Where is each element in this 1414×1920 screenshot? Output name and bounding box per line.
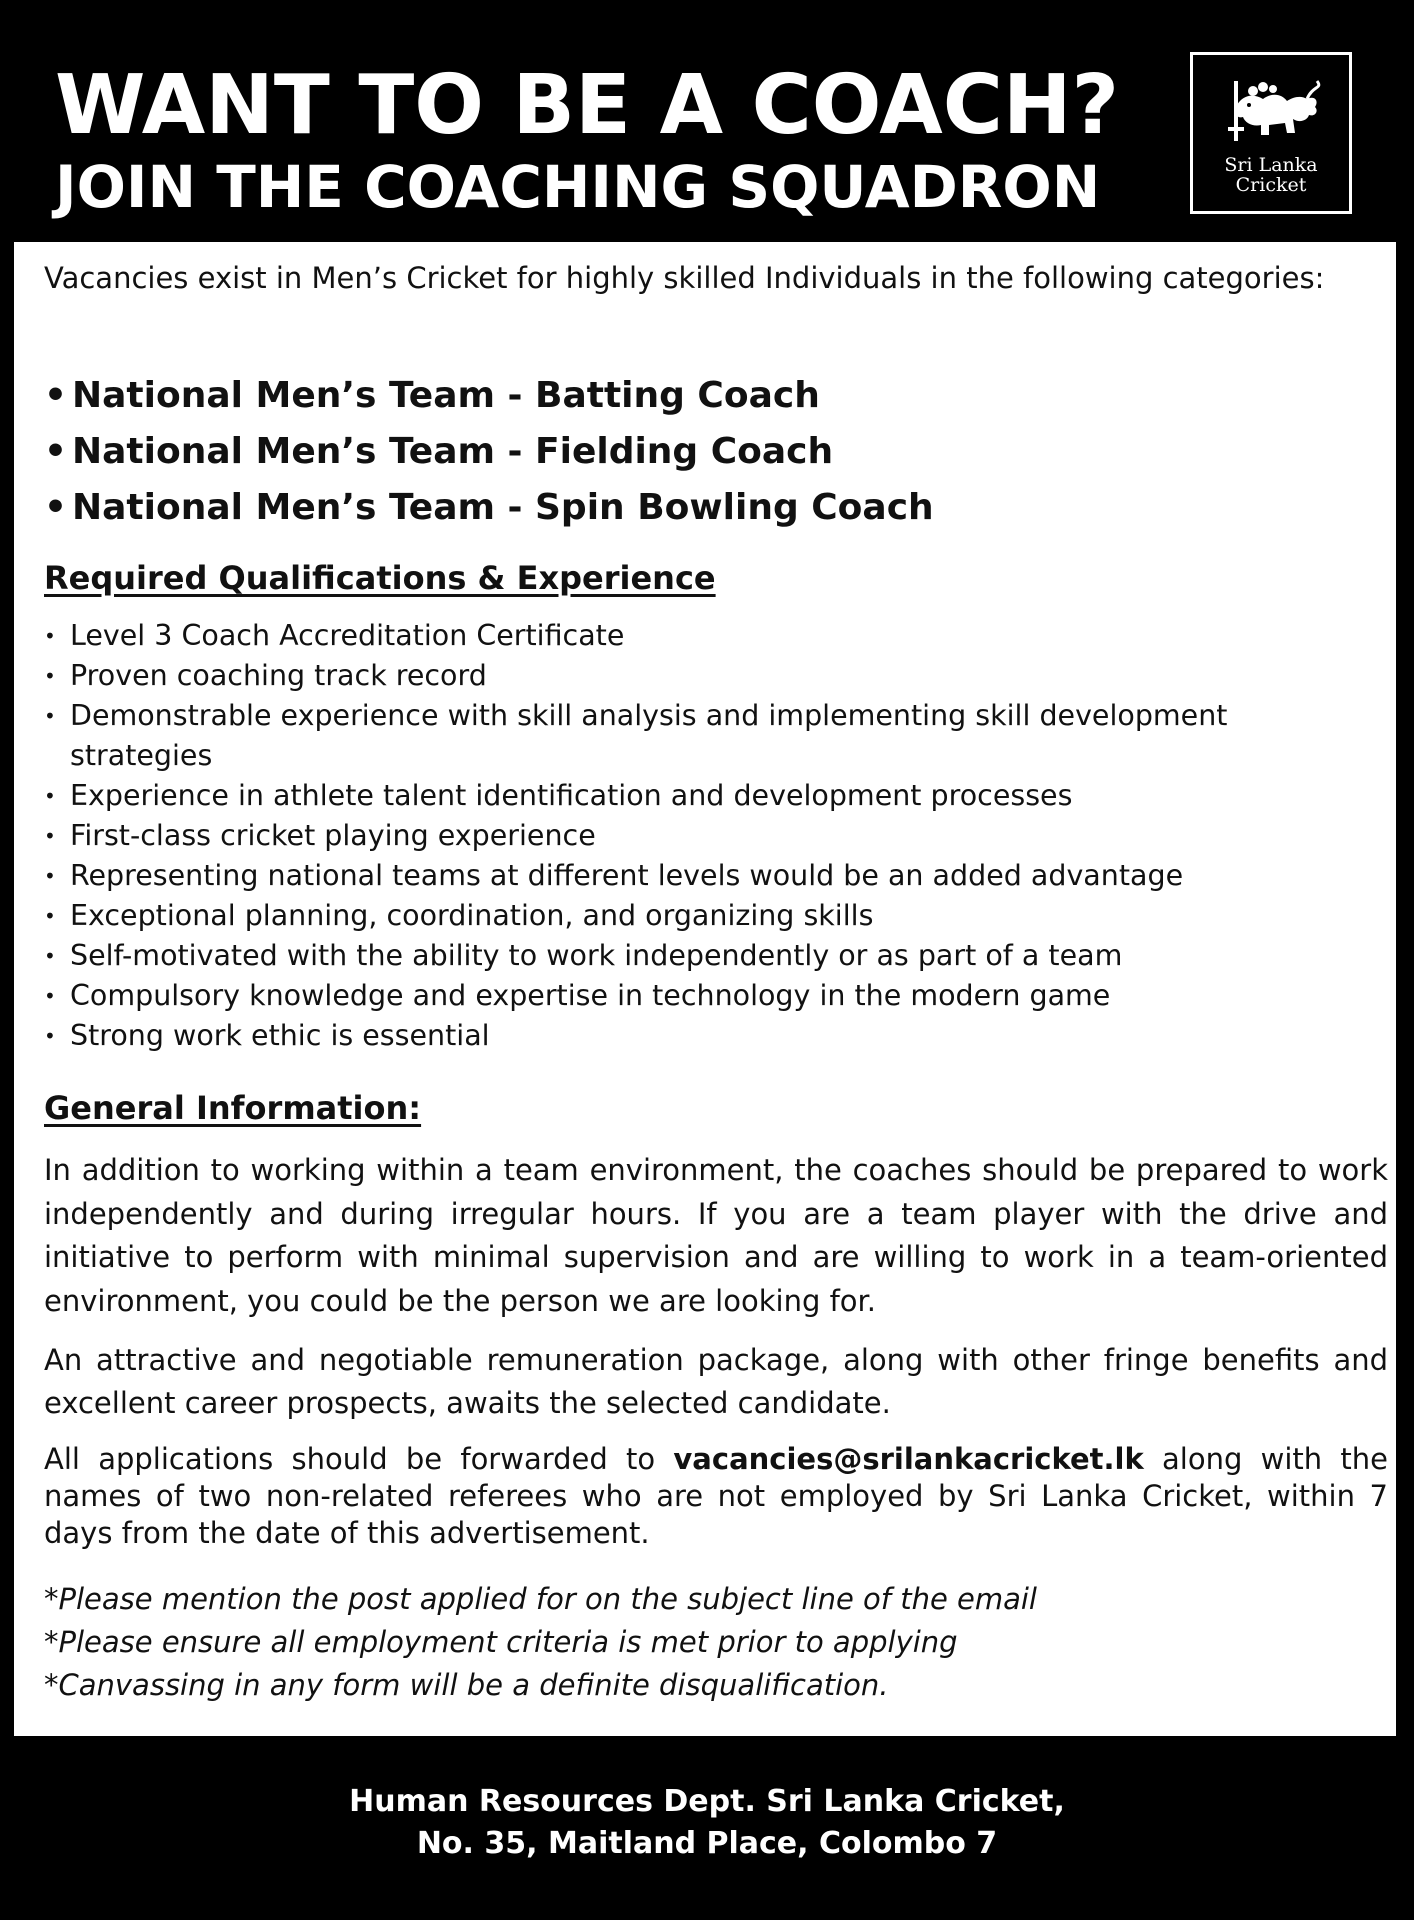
bullet: • [44, 824, 56, 848]
note-line: *Please mention the post applied for on the subject line of the email [44, 1582, 1037, 1616]
sri-lanka-cricket-logo [1190, 52, 1352, 214]
bullet: • [44, 904, 56, 928]
qualifications-list [44, 616, 1364, 1056]
application-text-after: along with the names of two non-related referees who are not employed by Sri Lanka Cricket, within 7 days from the date of this advertisement. [44, 1442, 1388, 1550]
qualification-text: Representing national teams at different levels would be an added advantage [70, 859, 1184, 892]
qualifications-heading: Required Qualifications & Experience [44, 559, 716, 597]
bullet: • [44, 864, 56, 888]
advert-body [14, 242, 1396, 1736]
bullet: • [44, 704, 56, 728]
qualification-item [44, 936, 1364, 976]
bullet: • [44, 944, 56, 968]
position-item [44, 424, 1364, 480]
notes-block [44, 1578, 1384, 1707]
bullet: • [44, 664, 56, 688]
application-paragraph [44, 1441, 1388, 1552]
qualification-item [44, 776, 1364, 816]
qualification-item [44, 816, 1364, 856]
footer-line-1: Human Resources Dept. Sri Lanka Cricket, [349, 1784, 1065, 1819]
footer-line-2: No. 35, Maitland Place, Colombo 7 [416, 1826, 998, 1861]
bullet: • [44, 487, 68, 528]
qualification-item [44, 896, 1364, 936]
position-item [44, 480, 1364, 536]
position-item [44, 368, 1364, 424]
header-banner [0, 0, 1414, 240]
bullet: • [44, 1024, 56, 1048]
qualification-item [44, 696, 1364, 776]
bullet: • [44, 784, 56, 808]
headline: WANT TO BE A COACH? [55, 58, 1120, 153]
logo-text-sri-lanka: Sri Lanka [1224, 154, 1318, 176]
qualification-text: First-class cricket playing experience [70, 819, 596, 852]
position-label: National Men’s Team - Batting Coach [72, 375, 820, 416]
footer-address [0, 1736, 1414, 1920]
qualification-text: Self-motivated with the ability to work independently or as part of a team [70, 939, 1123, 972]
qualification-item [44, 656, 1364, 696]
application-email[interactable]: vacancies@srilankacricket.lk [673, 1442, 1144, 1476]
qualification-text: Demonstrable experience with skill analysis and implementing skill development strategies [70, 699, 1228, 772]
note-line: *Canvassing in any form will be a definite disqualification. [44, 1668, 889, 1702]
logo-text-cricket: Cricket [1235, 174, 1307, 196]
position-label: National Men’s Team - Fielding Coach [72, 431, 834, 472]
qualification-text: Experience in athlete talent identification and development processes [70, 779, 1073, 812]
bullet: • [44, 624, 56, 648]
position-list [44, 368, 1364, 536]
general-paragraph-2: An attractive and negotiable remuneration package, along with other fringe benefits and excellent career prospects, awaits the selected candidate. [44, 1343, 1388, 1420]
general-information-heading: General Information: [44, 1089, 422, 1127]
position-label: National Men’s Team - Spin Bowling Coach [72, 487, 934, 528]
qualification-text: Strong work ethic is essential [70, 1019, 490, 1052]
qualification-item [44, 856, 1364, 896]
note-line: *Please ensure all employment criteria is met prior to applying [44, 1625, 958, 1659]
qualification-item [44, 616, 1364, 656]
subheadline: JOIN THE COACHING SQUADRON [55, 153, 1101, 221]
qualification-text: Exceptional planning, coordination, and organizing skills [70, 899, 874, 932]
intro-text: Vacancies exist in Men’s Cricket for highly skilled Individuals in the following categories: [44, 261, 1325, 295]
qualification-text: Compulsory knowledge and expertise in technology in the modern game [70, 979, 1111, 1012]
qualification-item [44, 1016, 1364, 1056]
qualification-item [44, 976, 1364, 1016]
application-text-before: All applications should be forwarded to [44, 1442, 674, 1476]
qualification-text: Proven coaching track record [70, 659, 487, 692]
qualification-text: Level 3 Coach Accreditation Certificate [70, 619, 625, 652]
lion-with-sword-icon [1223, 75, 1323, 153]
bullet: • [44, 375, 68, 416]
bullet: • [44, 984, 56, 1008]
bullet: • [44, 431, 68, 472]
general-paragraph-1: In addition to working within a team environment, the coaches should be prepared to work independently and during irregular hours. If you are a team player with the drive and initiative to perform with minimal supervision and are willing to work in a team-oriented environment, you could be the person we are looking for. [44, 1153, 1388, 1318]
